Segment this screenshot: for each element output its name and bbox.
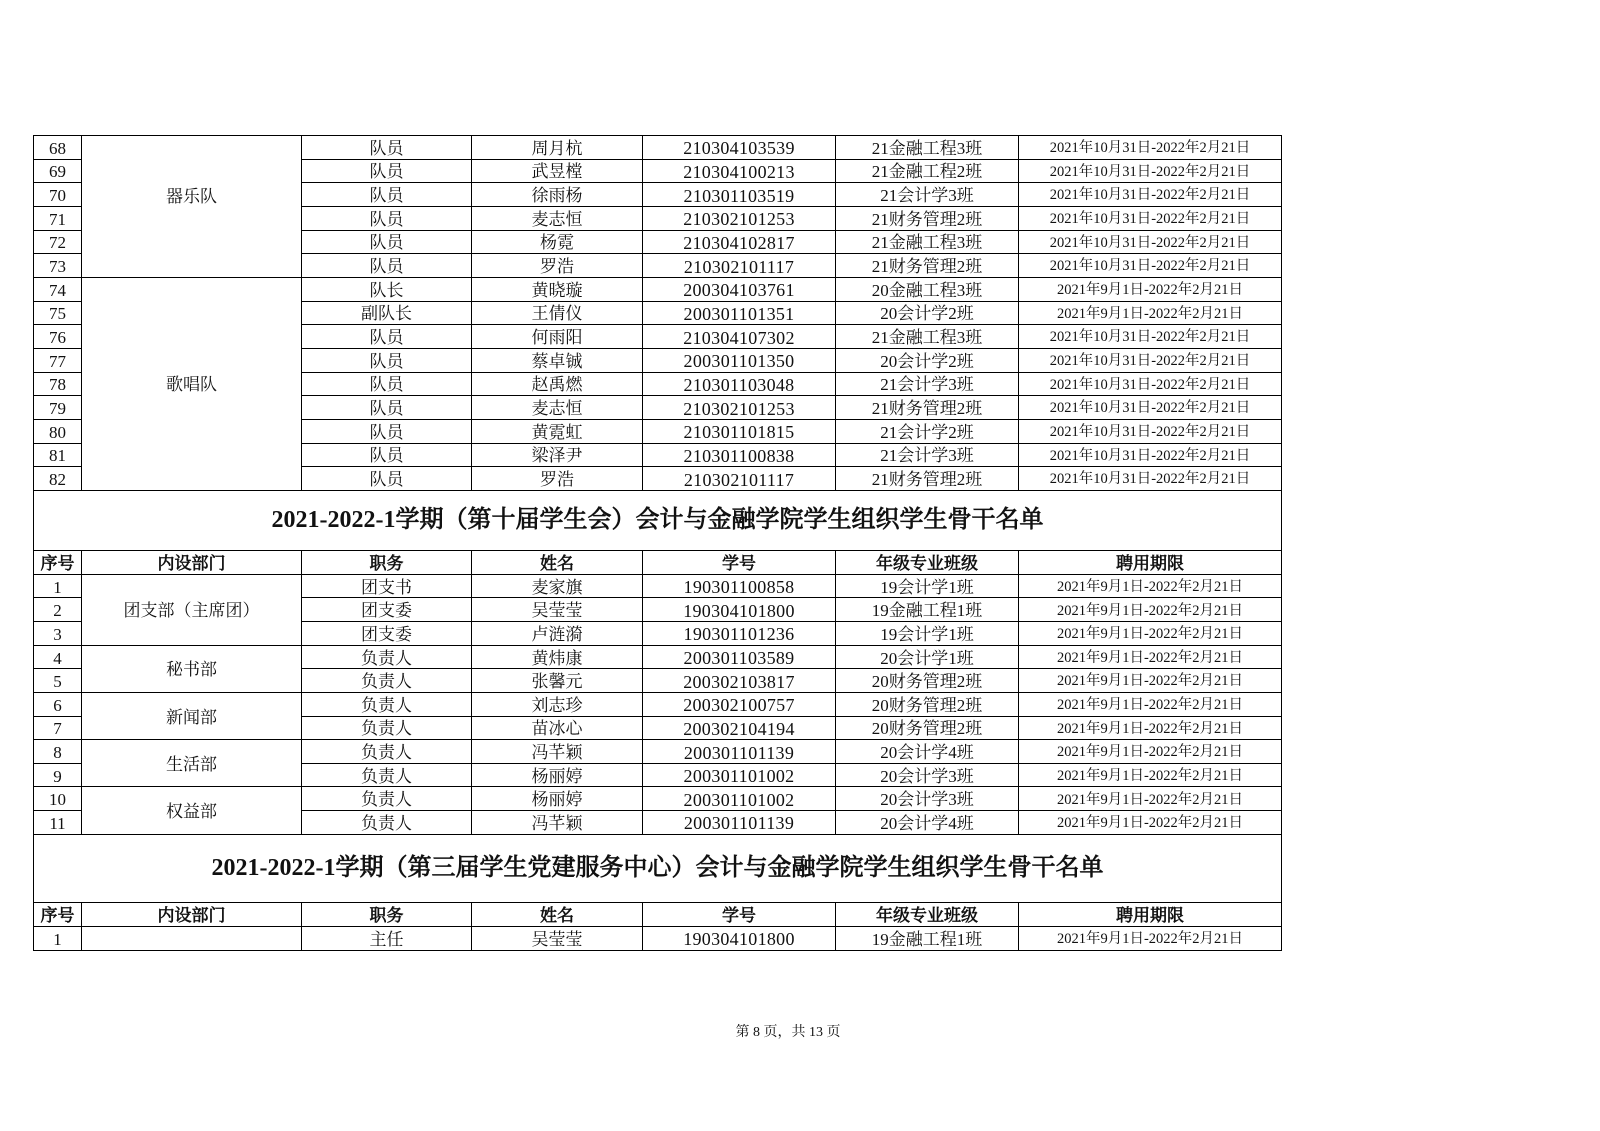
term-cell: 2021年10月31日-2022年2月21日 bbox=[1019, 136, 1282, 160]
student-id-cell: 200301101351 bbox=[643, 301, 836, 325]
position-cell: 队员 bbox=[302, 396, 472, 420]
term-cell: 2021年10月31日-2022年2月21日 bbox=[1019, 443, 1282, 467]
term-cell: 2021年9月1日-2022年2月21日 bbox=[1019, 692, 1282, 716]
position-cell: 负责人 bbox=[302, 763, 472, 787]
term-cell: 2021年10月31日-2022年2月21日 bbox=[1019, 372, 1282, 396]
student-id-cell: 210301101815 bbox=[643, 419, 836, 443]
position-cell: 队员 bbox=[302, 372, 472, 396]
name-cell: 卢涟漪 bbox=[472, 622, 643, 646]
term-cell: 2021年9月1日-2022年2月21日 bbox=[1019, 716, 1282, 740]
term-cell: 2021年10月31日-2022年2月21日 bbox=[1019, 206, 1282, 230]
term-cell: 2021年9月1日-2022年2月21日 bbox=[1019, 645, 1282, 669]
class-cell: 21金融工程3班 bbox=[836, 230, 1019, 254]
row-number: 11 bbox=[34, 811, 82, 835]
class-cell: 21会计学3班 bbox=[836, 372, 1019, 396]
name-cell: 蔡卓铖 bbox=[472, 348, 643, 372]
row-number: 6 bbox=[34, 692, 82, 716]
table-row bbox=[34, 787, 1282, 811]
row-number: 77 bbox=[34, 348, 82, 372]
header-position: 职务 bbox=[302, 550, 472, 574]
class-cell: 21金融工程3班 bbox=[836, 136, 1019, 160]
section-title: 2021-2022-1学期（第十届学生会）会计与金融学院学生组织学生骨干名单 bbox=[34, 490, 1282, 550]
row-number: 72 bbox=[34, 230, 82, 254]
term-cell: 2021年10月31日-2022年2月21日 bbox=[1019, 183, 1282, 207]
section-title-row bbox=[34, 834, 1282, 902]
department-cell: 新闻部 bbox=[82, 692, 302, 739]
row-number: 74 bbox=[34, 277, 82, 301]
row-number: 7 bbox=[34, 716, 82, 740]
table-section bbox=[34, 490, 1282, 834]
table-row bbox=[34, 277, 1282, 301]
student-id-cell: 210304103539 bbox=[643, 136, 836, 160]
class-cell: 19金融工程1班 bbox=[836, 598, 1019, 622]
name-cell: 武昱樘 bbox=[472, 159, 643, 183]
term-cell: 2021年9月1日-2022年2月21日 bbox=[1019, 740, 1282, 764]
student-id-cell: 200301101139 bbox=[643, 740, 836, 764]
class-cell: 20会计学2班 bbox=[836, 301, 1019, 325]
position-cell: 队员 bbox=[302, 206, 472, 230]
term-cell: 2021年9月1日-2022年2月21日 bbox=[1019, 811, 1282, 835]
name-cell: 王倩仪 bbox=[472, 301, 643, 325]
position-cell: 队员 bbox=[302, 159, 472, 183]
class-cell: 21财务管理2班 bbox=[836, 396, 1019, 420]
position-cell: 队长 bbox=[302, 277, 472, 301]
term-cell: 2021年10月31日-2022年2月21日 bbox=[1019, 467, 1282, 491]
name-cell: 麦志恒 bbox=[472, 396, 643, 420]
student-id-cell: 200301101002 bbox=[643, 763, 836, 787]
name-cell: 冯芊颖 bbox=[472, 811, 643, 835]
class-cell: 20财务管理2班 bbox=[836, 716, 1019, 740]
student-id-cell: 200301101002 bbox=[643, 787, 836, 811]
row-number: 70 bbox=[34, 183, 82, 207]
header-term: 聘用期限 bbox=[1019, 902, 1282, 926]
header-row bbox=[34, 902, 1282, 926]
name-cell: 黄霓虹 bbox=[472, 419, 643, 443]
class-cell: 21财务管理2班 bbox=[836, 467, 1019, 491]
position-cell: 负责人 bbox=[302, 787, 472, 811]
class-cell: 21金融工程2班 bbox=[836, 159, 1019, 183]
position-cell: 主任 bbox=[302, 926, 472, 950]
class-cell: 20会计学3班 bbox=[836, 787, 1019, 811]
row-number: 76 bbox=[34, 325, 82, 349]
department-cell: 秘书部 bbox=[82, 645, 302, 692]
position-cell: 负责人 bbox=[302, 811, 472, 835]
class-cell: 20会计学1班 bbox=[836, 645, 1019, 669]
table-row bbox=[34, 740, 1282, 764]
term-cell: 2021年10月31日-2022年2月21日 bbox=[1019, 159, 1282, 183]
header-position: 职务 bbox=[302, 902, 472, 926]
name-cell: 杨丽婷 bbox=[472, 763, 643, 787]
student-id-cell: 200304103761 bbox=[643, 277, 836, 301]
position-cell: 队员 bbox=[302, 419, 472, 443]
term-cell: 2021年9月1日-2022年2月21日 bbox=[1019, 277, 1282, 301]
term-cell: 2021年10月31日-2022年2月21日 bbox=[1019, 254, 1282, 278]
term-cell: 2021年9月1日-2022年2月21日 bbox=[1019, 926, 1282, 950]
student-id-cell: 210302101117 bbox=[643, 467, 836, 491]
term-cell: 2021年9月1日-2022年2月21日 bbox=[1019, 622, 1282, 646]
position-cell: 副队长 bbox=[302, 301, 472, 325]
class-cell: 19会计学1班 bbox=[836, 574, 1019, 598]
term-cell: 2021年10月31日-2022年2月21日 bbox=[1019, 230, 1282, 254]
student-id-cell: 200301101350 bbox=[643, 348, 836, 372]
class-cell: 19金融工程1班 bbox=[836, 926, 1019, 950]
name-cell: 苗冰心 bbox=[472, 716, 643, 740]
name-cell: 何雨阳 bbox=[472, 325, 643, 349]
student-id-cell: 200302104194 bbox=[643, 716, 836, 740]
row-number: 5 bbox=[34, 669, 82, 693]
position-cell: 负责人 bbox=[302, 716, 472, 740]
name-cell: 冯芊颖 bbox=[472, 740, 643, 764]
class-cell: 20金融工程3班 bbox=[836, 277, 1019, 301]
class-cell: 21会计学3班 bbox=[836, 183, 1019, 207]
header-no: 序号 bbox=[34, 550, 82, 574]
header-class: 年级专业班级 bbox=[836, 902, 1019, 926]
row-number: 73 bbox=[34, 254, 82, 278]
header-student-id: 学号 bbox=[643, 550, 836, 574]
position-cell: 队员 bbox=[302, 325, 472, 349]
header-name: 姓名 bbox=[472, 550, 643, 574]
term-cell: 2021年9月1日-2022年2月21日 bbox=[1019, 301, 1282, 325]
position-cell: 队员 bbox=[302, 467, 472, 491]
row-number: 9 bbox=[34, 763, 82, 787]
table-row bbox=[34, 574, 1282, 598]
name-cell: 周月杭 bbox=[472, 136, 643, 160]
position-cell: 队员 bbox=[302, 136, 472, 160]
row-number: 4 bbox=[34, 645, 82, 669]
header-row bbox=[34, 550, 1282, 574]
table-row bbox=[34, 926, 1282, 950]
name-cell: 杨丽婷 bbox=[472, 787, 643, 811]
header-department: 内设部门 bbox=[82, 550, 302, 574]
student-id-cell: 210301103519 bbox=[643, 183, 836, 207]
student-id-cell: 200301101139 bbox=[643, 811, 836, 835]
row-number: 1 bbox=[34, 926, 82, 950]
department-cell: 歌唱队 bbox=[82, 277, 302, 490]
name-cell: 罗浩 bbox=[472, 467, 643, 491]
position-cell: 团支委 bbox=[302, 622, 472, 646]
row-number: 8 bbox=[34, 740, 82, 764]
name-cell: 黄晓璇 bbox=[472, 277, 643, 301]
department-cell: 团支部（主席团） bbox=[82, 574, 302, 645]
row-number: 1 bbox=[34, 574, 82, 598]
page-footer: 第 8 页，共 13 页 bbox=[735, 1025, 841, 1040]
student-id-cell: 210304102817 bbox=[643, 230, 836, 254]
position-cell: 负责人 bbox=[302, 645, 472, 669]
row-number: 82 bbox=[34, 467, 82, 491]
name-cell: 梁泽尹 bbox=[472, 443, 643, 467]
class-cell: 21会计学2班 bbox=[836, 419, 1019, 443]
term-cell: 2021年10月31日-2022年2月21日 bbox=[1019, 396, 1282, 420]
header-class: 年级专业班级 bbox=[836, 550, 1019, 574]
table-row bbox=[34, 645, 1282, 669]
class-cell: 21财务管理2班 bbox=[836, 254, 1019, 278]
row-number: 79 bbox=[34, 396, 82, 420]
name-cell: 吴莹莹 bbox=[472, 926, 643, 950]
table-section bbox=[34, 136, 1282, 491]
term-cell: 2021年10月31日-2022年2月21日 bbox=[1019, 325, 1282, 349]
class-cell: 20会计学2班 bbox=[836, 348, 1019, 372]
position-cell: 负责人 bbox=[302, 669, 472, 693]
student-id-cell: 200302103817 bbox=[643, 669, 836, 693]
row-number: 68 bbox=[34, 136, 82, 160]
position-cell: 负责人 bbox=[302, 740, 472, 764]
row-number: 81 bbox=[34, 443, 82, 467]
position-cell: 团支委 bbox=[302, 598, 472, 622]
student-id-cell: 210301100838 bbox=[643, 443, 836, 467]
name-cell: 吴莹莹 bbox=[472, 598, 643, 622]
position-cell: 团支书 bbox=[302, 574, 472, 598]
header-no: 序号 bbox=[34, 902, 82, 926]
class-cell: 20会计学4班 bbox=[836, 811, 1019, 835]
student-id-cell: 190304101800 bbox=[643, 926, 836, 950]
name-cell: 麦志恒 bbox=[472, 206, 643, 230]
student-id-cell: 190304101800 bbox=[643, 598, 836, 622]
term-cell: 2021年9月1日-2022年2月21日 bbox=[1019, 669, 1282, 693]
student-id-cell: 210304107302 bbox=[643, 325, 836, 349]
term-cell: 2021年10月31日-2022年2月21日 bbox=[1019, 419, 1282, 443]
row-number: 75 bbox=[34, 301, 82, 325]
row-number: 2 bbox=[34, 598, 82, 622]
row-number: 71 bbox=[34, 206, 82, 230]
class-cell: 19会计学1班 bbox=[836, 622, 1019, 646]
header-name: 姓名 bbox=[472, 902, 643, 926]
class-cell: 20财务管理2班 bbox=[836, 692, 1019, 716]
term-cell: 2021年9月1日-2022年2月21日 bbox=[1019, 598, 1282, 622]
name-cell: 刘志珍 bbox=[472, 692, 643, 716]
student-id-cell: 210304100213 bbox=[643, 159, 836, 183]
name-cell: 黄炜康 bbox=[472, 645, 643, 669]
term-cell: 2021年9月1日-2022年2月21日 bbox=[1019, 787, 1282, 811]
table-row bbox=[34, 136, 1282, 160]
row-number: 69 bbox=[34, 159, 82, 183]
position-cell: 队员 bbox=[302, 348, 472, 372]
student-id-cell: 200301103589 bbox=[643, 645, 836, 669]
department-cell: 权益部 bbox=[82, 787, 302, 834]
class-cell: 20会计学4班 bbox=[836, 740, 1019, 764]
header-student-id: 学号 bbox=[643, 902, 836, 926]
position-cell: 队员 bbox=[302, 254, 472, 278]
table-row bbox=[34, 692, 1282, 716]
position-cell: 队员 bbox=[302, 443, 472, 467]
student-id-cell: 210301103048 bbox=[643, 372, 836, 396]
student-id-cell: 210302101253 bbox=[643, 396, 836, 420]
department-cell: 器乐队 bbox=[82, 136, 302, 278]
name-cell: 罗浩 bbox=[472, 254, 643, 278]
section-title-row bbox=[34, 490, 1282, 550]
name-cell: 麦家旗 bbox=[472, 574, 643, 598]
class-cell: 21金融工程3班 bbox=[836, 325, 1019, 349]
department-cell: 生活部 bbox=[82, 740, 302, 787]
class-cell: 21会计学3班 bbox=[836, 443, 1019, 467]
term-cell: 2021年10月31日-2022年2月21日 bbox=[1019, 348, 1282, 372]
class-cell: 20会计学3班 bbox=[836, 763, 1019, 787]
department-cell bbox=[82, 926, 302, 950]
name-cell: 徐雨杨 bbox=[472, 183, 643, 207]
staff-roster-table bbox=[33, 135, 1282, 951]
student-id-cell: 190301101236 bbox=[643, 622, 836, 646]
row-number: 78 bbox=[34, 372, 82, 396]
position-cell: 队员 bbox=[302, 183, 472, 207]
row-number: 80 bbox=[34, 419, 82, 443]
table-section bbox=[34, 834, 1282, 950]
section-title: 2021-2022-1学期（第三届学生党建服务中心）会计与金融学院学生组织学生骨干名单 bbox=[34, 834, 1282, 902]
student-id-cell: 210302101253 bbox=[643, 206, 836, 230]
term-cell: 2021年9月1日-2022年2月21日 bbox=[1019, 763, 1282, 787]
row-number: 10 bbox=[34, 787, 82, 811]
student-id-cell: 200302100757 bbox=[643, 692, 836, 716]
position-cell: 负责人 bbox=[302, 692, 472, 716]
header-department: 内设部门 bbox=[82, 902, 302, 926]
name-cell: 赵禹燃 bbox=[472, 372, 643, 396]
student-id-cell: 210302101117 bbox=[643, 254, 836, 278]
class-cell: 20财务管理2班 bbox=[836, 669, 1019, 693]
position-cell: 队员 bbox=[302, 230, 472, 254]
header-term: 聘用期限 bbox=[1019, 550, 1282, 574]
student-id-cell: 190301100858 bbox=[643, 574, 836, 598]
row-number: 3 bbox=[34, 622, 82, 646]
name-cell: 张馨元 bbox=[472, 669, 643, 693]
term-cell: 2021年9月1日-2022年2月21日 bbox=[1019, 574, 1282, 598]
class-cell: 21财务管理2班 bbox=[836, 206, 1019, 230]
name-cell: 杨霓 bbox=[472, 230, 643, 254]
